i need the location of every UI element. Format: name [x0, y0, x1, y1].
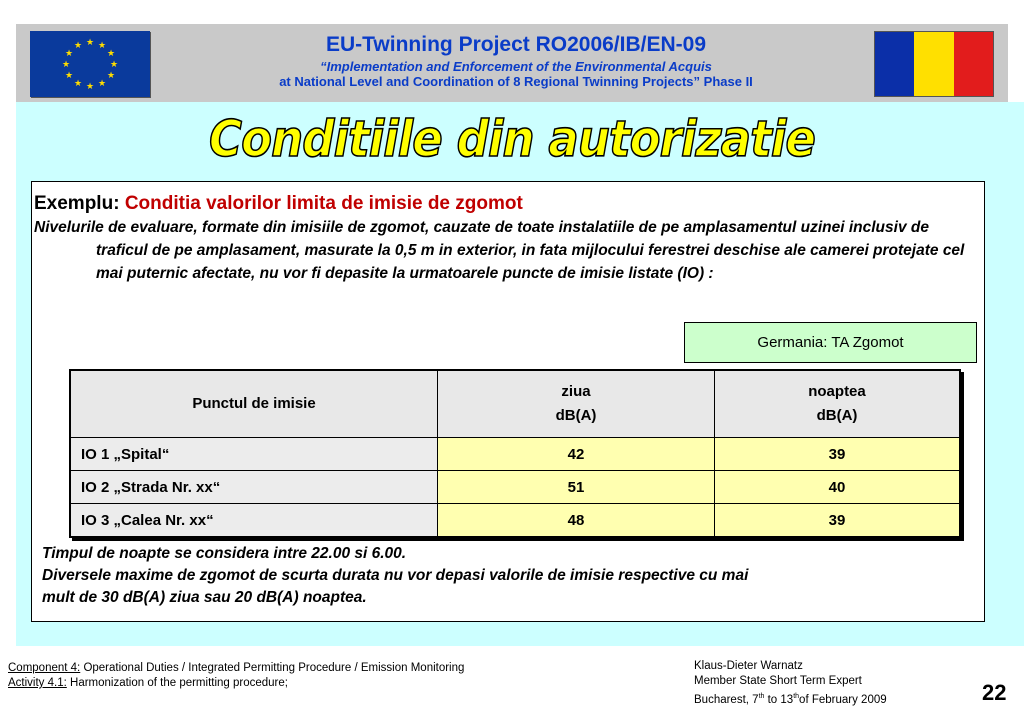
night-time-note: Timpul de noapte se considera intre 22.00 si 6.00. — [42, 545, 407, 562]
source-reference-box: Germania: TA Zgomot — [684, 322, 977, 363]
slide-title: Conditiile din autorizatie — [208, 110, 815, 168]
header-night-label: noaptea — [808, 383, 866, 400]
svg-text:★: ★ — [61, 59, 71, 69]
date-sup: th — [758, 693, 765, 700]
peak-noise-note-line1: Diversele maxime de zgomot de scurta durata nu vor depasi valorile de imisie respective cu mai — [42, 567, 749, 584]
row-day-value: 51 — [438, 471, 715, 504]
svg-text:★: ★ — [73, 78, 83, 88]
row-day-value: 48 — [438, 504, 715, 538]
footer-right — [694, 659, 887, 708]
footer-author: Klaus-Dieter Warnatz — [694, 660, 803, 672]
row-day-value: 42 — [438, 438, 715, 471]
eu-flag-icon — [30, 31, 150, 97]
romania-flag-icon — [874, 31, 994, 97]
noise-limits-table — [69, 369, 961, 538]
row-point: IO 3 „Calea Nr. xx“ — [70, 504, 438, 538]
project-subtitle-line2: at National Level and Coordination of 8 Regional Twinning Projects” Phase II — [279, 74, 753, 89]
date-sup: th — [793, 693, 800, 700]
row-point: IO 2 „Strada Nr. xx“ — [70, 471, 438, 504]
component-text: Operational Duties / Integrated Permitting Procedure / Emission Monitoring — [80, 662, 465, 674]
row-night-value: 39 — [715, 438, 961, 471]
svg-text:★: ★ — [106, 70, 116, 80]
svg-text:★: ★ — [64, 48, 74, 58]
date-part: of February 2009 — [799, 693, 887, 706]
svg-text:★: ★ — [85, 81, 95, 91]
project-header — [16, 24, 1008, 102]
row-night-value: 39 — [715, 504, 961, 538]
example-text: Conditia valorilor limita de imisie de zgomot — [124, 193, 523, 214]
date-part: to 13 — [764, 693, 794, 706]
activity-text: Harmonization of the permitting procedure; — [66, 677, 288, 689]
row-night-value: 40 — [715, 471, 961, 504]
svg-text:★: ★ — [97, 78, 107, 88]
date-part: Bucharest, 7 — [694, 693, 759, 706]
table-row — [70, 471, 960, 504]
row-point: IO 1 „Spital“ — [70, 438, 438, 471]
description-paragraph: Nivelurile de evaluare, formate din imisiile de zgomot, cauzate de toate instalatiile de pe amplasamentul uzinei inclusiv de traficul de pe amplasament, masurate la 0,5 m in exterior, in fata mijlocului ferestrei deschise ale camerei protejate cel mai puternic afectate, nu vor fi depasite la urmatoarele puncte de imisie listate (IO) : — [34, 219, 965, 282]
activity-label: Activity 4.1: — [8, 677, 67, 689]
example-label: Exemplu: — [34, 193, 120, 214]
svg-text:★: ★ — [97, 40, 107, 50]
example-heading — [34, 193, 523, 215]
header-point: Punctul de imisie — [70, 370, 438, 438]
table-header-row — [70, 370, 960, 438]
project-title: EU-Twinning Project RO2006/IB/EN-09 — [325, 33, 707, 56]
table-row — [70, 504, 960, 538]
header-night-unit: dB(A) — [816, 407, 858, 424]
header-night — [715, 370, 961, 438]
svg-text:★: ★ — [106, 48, 116, 58]
header-day — [438, 370, 715, 438]
footer-component — [8, 661, 464, 676]
svg-text:★: ★ — [64, 70, 74, 80]
svg-text:★: ★ — [85, 37, 95, 47]
footer-place-date — [694, 689, 887, 708]
project-subtitle-line1: “Implementation and Enforcement of the Environmental Acquis — [320, 59, 712, 74]
footer-activity — [8, 676, 464, 691]
footer-left — [8, 661, 464, 691]
footer-role: Member State Short Term Expert — [694, 675, 862, 687]
header-day-unit: dB(A) — [555, 407, 597, 424]
peak-noise-note-line2: mult de 30 dB(A) ziua sau 20 dB(A) noaptea. — [42, 589, 367, 606]
svg-text:★: ★ — [73, 40, 83, 50]
svg-text:★: ★ — [109, 59, 119, 69]
page-number: 22 — [982, 680, 1007, 705]
header-day-label: ziua — [561, 383, 591, 400]
component-label: Component 4: — [8, 662, 81, 674]
table-row — [70, 438, 960, 471]
